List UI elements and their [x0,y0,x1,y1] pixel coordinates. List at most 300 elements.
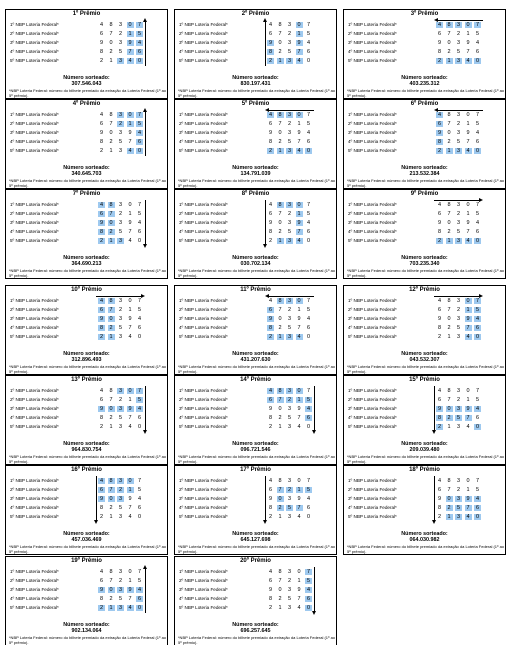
drawn-number: 696.257.645 [240,628,271,634]
grid-digit: 2 [447,229,451,235]
card-title: 17º Prêmio [240,467,271,473]
grid-digit: 9 [297,496,301,502]
grid-digit: 3 [456,40,461,46]
row-label: 3º NBP Loteria Federal* [10,496,59,501]
arrow-line [265,476,266,520]
grid-digit: 0 [128,298,132,304]
row-label: 5º NBP Loteria Federal* [348,58,397,63]
grid-digit: 4 [297,605,301,611]
arrow-line [438,20,483,21]
arrow-head-icon [265,108,269,112]
prize-card [174,285,337,375]
row-label: 5º NBP Loteria Federal* [10,238,59,243]
row-label: 1º NBP Loteria Federal* [179,112,228,117]
grid-digit: 2 [268,514,273,520]
grid-digit: 5 [306,121,311,127]
grid-digit: 6 [99,578,104,584]
row-label: 1º NBP Loteria Federal* [10,478,59,483]
grid-digit: 0 [137,514,142,520]
grid-digit: 4 [128,148,132,154]
card-title: 1º Prêmio [72,11,101,17]
card-title: 6º Prêmio [410,101,439,107]
grid-digit: 4 [475,40,480,46]
grid-digit: 3 [118,424,123,430]
grid-digit: 2 [109,505,113,511]
grid-digit: 7 [475,388,480,394]
grid-digit: 5 [287,139,292,145]
row-label: 5º NBP Loteria Federal* [179,334,228,339]
grid-digit: 4 [437,22,442,28]
row-label: 5º NBP Loteria Federal* [10,514,59,519]
result-label: Número sorteado: [63,255,110,261]
result-label: Número sorteado: [63,351,110,357]
grid-digit: 5 [306,487,311,493]
grid-digit: 4 [128,605,132,611]
grid-digit: 4 [99,202,104,208]
grid-digit: 2 [99,58,104,64]
grid-digit: 3 [287,316,292,322]
grid-digit: 5 [118,229,123,235]
arrow-head-icon [434,18,438,22]
grid-digit: 4 [306,496,311,502]
grid-digit: 6 [137,49,142,55]
grid-digit: 0 [297,298,301,304]
grid-digit: 3 [287,605,292,611]
arrow-line [265,22,266,66]
card-title: 15º Prêmio [409,377,440,383]
grid-digit: 3 [456,514,461,520]
grid-digit: 1 [278,334,282,340]
grid-digit: 3 [118,238,123,244]
grid-digit: 2 [278,505,282,511]
footnote: *NBP Loteria Federal: número do bilhete premiado da extração da Loteria Federal (1º ao 5º prêmio). [9,544,167,554]
grid-digit: 7 [447,121,451,127]
grid-digit: 8 [447,478,451,484]
row-label: 2º NBP Loteria Federal* [179,487,228,492]
grid-digit: 3 [287,569,292,575]
grid-digit: 7 [128,139,132,145]
grid-digit: 1 [466,31,470,37]
grid-digit: 2 [278,49,282,55]
grid-digit: 2 [118,487,123,493]
grid-digit: 1 [466,397,470,403]
row-label: 3º NBP Loteria Federal* [179,587,228,592]
grid-digit: 4 [306,587,311,593]
grid-digit: 1 [447,148,451,154]
grid-digit: 7 [297,596,301,602]
grid-digit: 8 [99,505,104,511]
grid-digit: 3 [118,316,123,322]
grid-digit: 0 [109,316,113,322]
grid-digit: 9 [297,220,301,226]
grid-digit: 7 [278,397,282,403]
row-label: 3º NBP Loteria Federal* [348,406,397,411]
grid-digit: 4 [297,238,301,244]
grid-digit: 1 [297,487,301,493]
grid-digit: 7 [137,388,142,394]
grid-digit: 9 [466,130,470,136]
arrow-head-icon [143,244,147,248]
card-title: 12º Prêmio [409,287,440,293]
grid-digit: 0 [137,148,142,154]
grid-digit: 6 [437,211,442,217]
result-label: Número sorteado: [232,75,279,81]
grid-digit: 0 [297,112,301,118]
row-label: 4º NBP Loteria Federal* [179,325,228,330]
grid-digit: 0 [306,514,311,520]
grid-digit: 7 [466,139,470,145]
grid-digit: 4 [99,22,104,28]
grid-digit: 3 [118,569,123,575]
grid-digit: 2 [109,139,113,145]
arrow-head-icon [265,294,269,298]
grid-digit: 0 [278,130,282,136]
grid-digit: 8 [99,415,104,421]
grid-digit: 0 [297,569,301,575]
grid-digit: 3 [287,406,292,412]
grid-digit: 7 [297,49,301,55]
arrow-line [145,386,146,430]
grid-digit: 6 [306,415,311,421]
grid-digit: 3 [287,130,292,136]
grid-digit: 0 [475,334,480,340]
grid-digit: 0 [128,202,132,208]
row-label: 2º NBP Loteria Federal* [179,31,228,36]
grid-digit: 2 [437,514,442,520]
grid-digit: 7 [137,569,142,575]
grid-digit: 9 [128,496,132,502]
grid-digit: 4 [268,478,273,484]
result-label: Número sorteado: [232,165,279,171]
arrow-head-icon [434,108,438,112]
row-label: 1º NBP Loteria Federal* [348,388,397,393]
grid-digit: 7 [475,202,480,208]
grid-digit: 3 [456,202,461,208]
card-title: 3º Prêmio [410,11,439,17]
grid-digit: 9 [297,130,301,136]
grid-digit: 2 [109,325,113,331]
arrow-line [145,569,146,613]
row-label: 3º NBP Loteria Federal* [348,40,397,45]
grid-digit: 4 [99,298,104,304]
grid-digit: 7 [109,397,113,403]
row-label: 5º NBP Loteria Federal* [10,148,59,153]
grid-digit: 5 [456,139,461,145]
card-title: 11º Prêmio [240,287,271,293]
card-title: 5º Prêmio [241,101,270,107]
footnote: *NBP Loteria Federal: número do bilhete premiado da extração da Loteria Federal (1º ao 5º prêmio). [347,268,505,278]
grid-digit: 7 [128,415,132,421]
grid-digit: 0 [278,587,282,593]
grid-digit: 2 [456,307,461,313]
grid-digit: 2 [99,514,104,520]
grid-digit: 4 [475,316,480,322]
arrow-head-icon [141,294,145,298]
grid-digit: 5 [118,505,123,511]
grid-digit: 9 [99,220,104,226]
result-label: Número sorteado: [63,75,110,81]
grid-digit: 4 [297,424,301,430]
footnote: *NBP Loteria Federal: número do bilhete premiado da extração da Loteria Federal (1º ao 5º prêmio). [9,454,167,464]
grid-digit: 9 [466,220,470,226]
grid-digit: 1 [297,307,301,313]
grid-digit: 9 [128,220,132,226]
card-title: 18º Prêmio [409,467,440,473]
grid-digit: 5 [475,121,480,127]
row-label: 1º NBP Loteria Federal* [10,388,59,393]
grid-digit: 4 [306,220,311,226]
grid-digit: 2 [437,424,442,430]
grid-digit: 5 [287,596,292,602]
grid-digit: 8 [109,298,113,304]
card-title: 9º Prêmio [410,191,439,197]
grid-digit: 7 [109,578,113,584]
grid-digit: 7 [447,487,451,493]
grid-digit: 5 [287,49,292,55]
grid-digit: 7 [306,112,311,118]
grid-digit: 8 [278,569,282,575]
grid-digit: 1 [466,307,470,313]
row-label: 5º NBP Loteria Federal* [179,238,228,243]
grid-digit: 9 [128,40,132,46]
drawn-number: 312.896.493 [71,357,102,363]
grid-digit: 7 [128,505,132,511]
grid-digit: 7 [466,49,470,55]
grid-digit: 5 [287,505,292,511]
arrow-head-icon [432,430,436,434]
grid-digit: 3 [287,298,292,304]
result-label: Número sorteado: [401,351,448,357]
grid-digit: 8 [278,22,282,28]
grid-digit: 3 [118,478,123,484]
grid-digit: 1 [447,514,451,520]
row-label: 4º NBP Loteria Federal* [10,415,59,420]
grid-digit: 2 [118,578,123,584]
grid-digit: 2 [99,424,104,430]
grid-digit: 9 [297,587,301,593]
grid-digit: 6 [437,487,442,493]
grid-digit: 3 [118,388,123,394]
grid-digit: 1 [447,238,451,244]
grid-digit: 8 [99,49,104,55]
grid-digit: 0 [466,112,470,118]
grid-digit: 8 [437,49,442,55]
grid-digit: 3 [118,605,123,611]
grid-digit: 6 [306,505,311,511]
grid-digit: 0 [475,514,480,520]
grid-digit: 7 [306,22,311,28]
footnote: *NBP Loteria Federal: número do bilhete premiado da extração da Loteria Federal (1º ao 5º prêmio). [347,544,505,554]
grid-digit: 6 [475,415,480,421]
grid-digit: 7 [306,569,311,575]
grid-digit: 8 [268,415,273,421]
prize-card [5,189,168,279]
grid-digit: 7 [278,487,282,493]
grid-digit: 7 [447,397,451,403]
grid-digit: 6 [268,397,273,403]
grid-digit: 3 [456,22,461,28]
grid-digit: 6 [437,31,442,37]
row-label: 4º NBP Loteria Federal* [348,49,397,54]
grid-digit: 2 [118,121,123,127]
grid-digit: 5 [287,325,292,331]
grid-digit: 5 [137,211,142,217]
grid-digit: 4 [306,40,311,46]
grid-digit: 5 [475,211,480,217]
grid-digit: 7 [466,415,470,421]
grid-digit: 7 [475,478,480,484]
grid-digit: 7 [109,307,113,313]
drawn-number: 030.702.134 [240,261,271,267]
grid-digit: 6 [437,121,442,127]
drawn-number: 307.546.043 [71,81,102,87]
drawn-number: 043.532.307 [409,357,440,363]
result-label: Número sorteado: [63,441,110,447]
row-label: 5º NBP Loteria Federal* [179,605,228,610]
card-title: 13º Prêmio [71,377,102,383]
row-label: 4º NBP Loteria Federal* [179,139,228,144]
grid-digit: 2 [456,121,461,127]
grid-digit: 2 [287,397,292,403]
grid-digit: 9 [99,587,104,593]
grid-digit: 5 [475,487,480,493]
grid-digit: 3 [287,22,292,28]
grid-digit: 4 [466,238,470,244]
grid-digit: 5 [475,307,480,313]
grid-digit: 2 [456,31,461,37]
row-label: 3º NBP Loteria Federal* [348,316,397,321]
grid-digit: 0 [447,406,451,412]
grid-digit: 0 [278,406,282,412]
grid-digit: 3 [287,148,292,154]
grid-digit: 1 [109,514,113,520]
grid-digit: 2 [456,211,461,217]
grid-digit: 4 [137,316,142,322]
grid-digit: 9 [128,587,132,593]
row-label: 4º NBP Loteria Federal* [10,505,59,510]
arrow-line [434,476,435,520]
grid-digit: 0 [109,496,113,502]
grid-digit: 1 [447,334,451,340]
grid-digit: 1 [466,211,470,217]
row-label: 3º NBP Loteria Federal* [179,316,228,321]
row-label: 5º NBP Loteria Federal* [348,148,397,153]
arrow-head-icon [479,294,483,298]
grid-digit: 0 [137,238,142,244]
grid-digit: 8 [437,139,442,145]
row-label: 1º NBP Loteria Federal* [10,569,59,574]
grid-digit: 5 [306,397,311,403]
card-title: 20º Prêmio [240,558,271,564]
grid-digit: 1 [278,514,282,520]
grid-digit: 8 [109,202,113,208]
row-label: 1º NBP Loteria Federal* [10,298,59,303]
grid-digit: 6 [268,307,273,313]
grid-digit: 2 [287,307,292,313]
grid-digit: 8 [268,49,273,55]
grid-digit: 0 [297,202,301,208]
row-label: 1º NBP Loteria Federal* [10,22,59,27]
grid-digit: 2 [447,505,451,511]
card-title: 8º Prêmio [241,191,270,197]
grid-digit: 7 [297,139,301,145]
grid-digit: 8 [278,112,282,118]
result-label: Número sorteado: [232,441,279,447]
grid-digit: 3 [118,220,123,226]
grid-digit: 3 [287,40,292,46]
drawn-number: 457.036.469 [71,537,102,543]
grid-digit: 6 [475,229,480,235]
grid-digit: 7 [109,31,113,37]
row-label: 2º NBP Loteria Federal* [348,487,397,492]
result-label: Número sorteado: [401,441,448,447]
grid-digit: 5 [475,397,480,403]
grid-digit: 8 [278,298,282,304]
prize-card [174,9,337,99]
grid-digit: 6 [137,415,142,421]
grid-digit: 0 [109,406,113,412]
row-label: 1º NBP Loteria Federal* [10,202,59,207]
grid-digit: 1 [128,578,132,584]
grid-digit: 9 [268,587,273,593]
arrow-line [265,200,266,244]
arrow-head-icon [479,198,483,202]
row-label: 1º NBP Loteria Federal* [179,388,228,393]
grid-digit: 8 [109,22,113,28]
grid-digit: 6 [306,229,311,235]
grid-digit: 2 [118,31,123,37]
grid-digit: 8 [278,202,282,208]
grid-digit: 3 [456,130,461,136]
result-label: Número sorteado: [232,255,279,261]
grid-digit: 9 [466,40,470,46]
row-label: 5º NBP Loteria Federal* [179,424,228,429]
grid-digit: 7 [466,229,470,235]
grid-digit: 9 [99,40,104,46]
grid-digit: 0 [278,496,282,502]
row-label: 2º NBP Loteria Federal* [348,211,397,216]
grid-digit: 4 [268,112,273,118]
arrow-line [434,200,479,201]
prize-card [343,189,506,279]
grid-digit: 5 [306,211,311,217]
grid-digit: 6 [268,487,273,493]
grid-digit: 7 [137,298,142,304]
footnote: *NBP Loteria Federal: número do bilhete premiado da extração da Loteria Federal (1º ao 5º prêmio). [178,268,336,278]
card-title: 16º Prêmio [71,467,102,473]
arrow-line [145,22,146,66]
result-label: Número sorteado: [63,165,110,171]
grid-digit: 7 [128,596,132,602]
grid-digit: 1 [109,238,113,244]
grid-digit: 0 [447,316,451,322]
grid-digit: 5 [137,578,142,584]
grid-digit: 0 [109,220,113,226]
grid-digit: 3 [287,514,292,520]
grid-digit: 6 [475,505,480,511]
grid-digit: 3 [456,316,461,322]
result-label: Número sorteado: [401,531,448,537]
grid-digit: 1 [297,31,301,37]
grid-digit: 3 [456,496,461,502]
grid-digit: 3 [118,22,123,28]
row-label: 4º NBP Loteria Federal* [348,325,397,330]
row-label: 1º NBP Loteria Federal* [179,202,228,207]
arrow-line [145,112,146,156]
grid-digit: 6 [99,307,104,313]
row-label: 5º NBP Loteria Federal* [348,514,397,519]
result-label: Número sorteado: [63,622,110,628]
